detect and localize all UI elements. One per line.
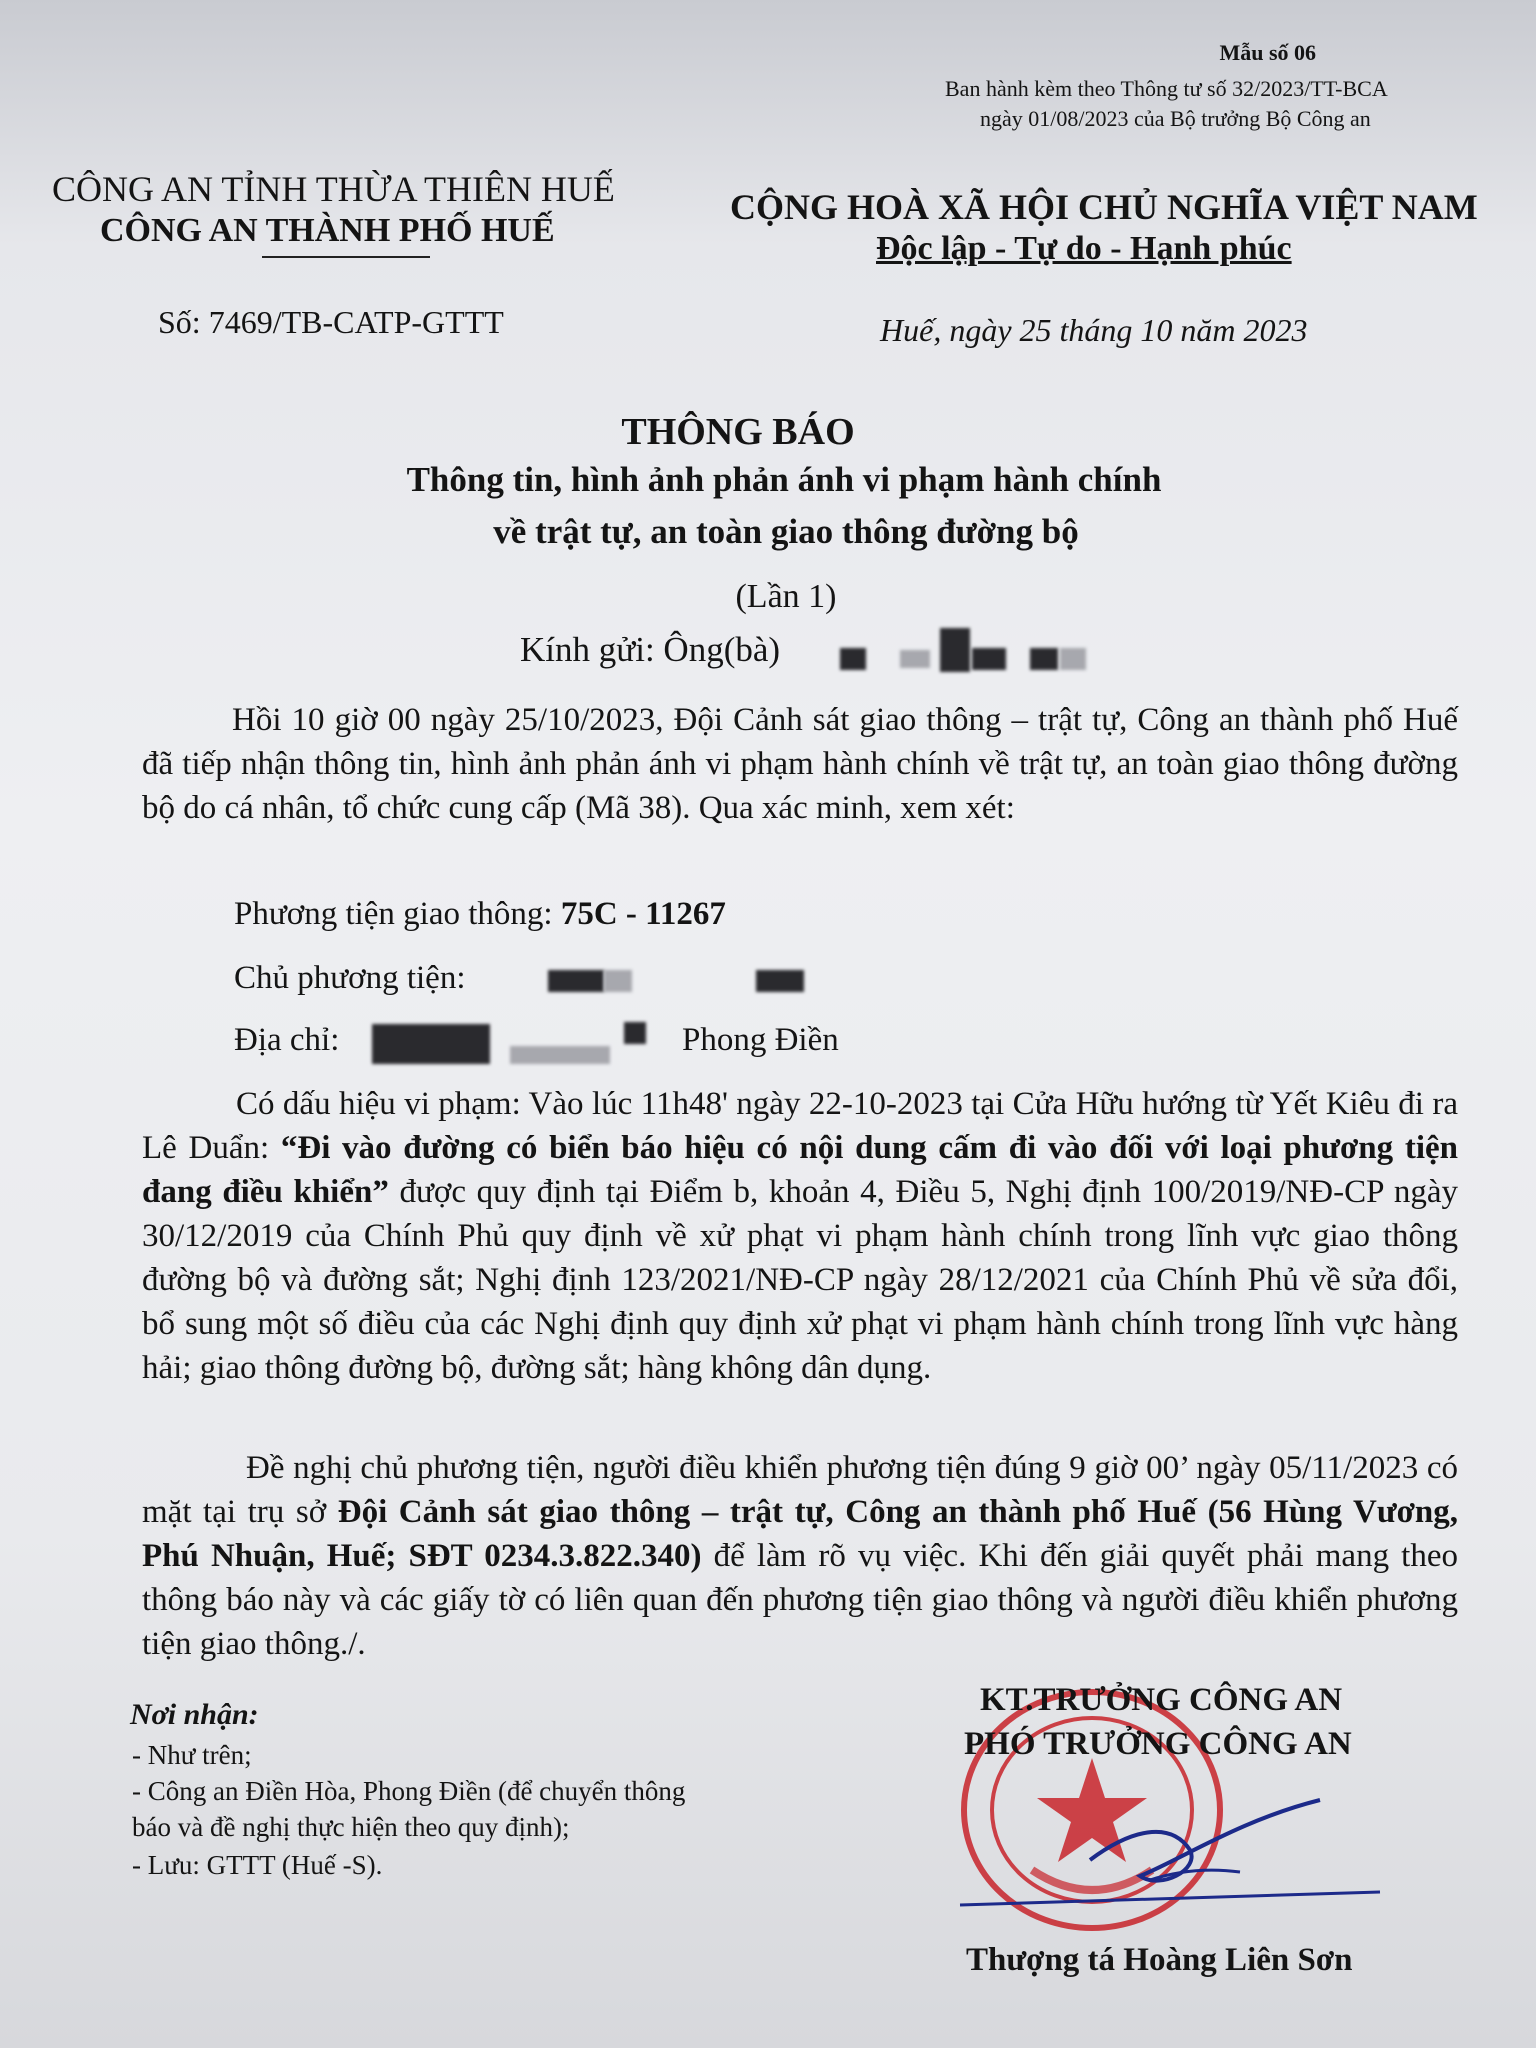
redacted-recipient-name [1030, 648, 1058, 670]
redacted-recipient-name [900, 650, 930, 668]
salutation: Kính gửi: Ông(bà) [520, 630, 781, 669]
redacted-recipient-name [940, 628, 970, 672]
address-line [234, 1022, 339, 1059]
request-instructions: để làm rõ vụ việc. Khi đến giải quyết phải mang theo thông báo này và các giấy tờ có liên quan đến phương tiện giao thông và người điều khiển phương tiện giao thông./. [142, 1538, 1458, 1662]
recipient-item: - Công an Điền Hòa, Phong Điền (để chuyển thông [132, 1776, 686, 1806]
redacted-owner-name [756, 970, 804, 992]
vehicle-line [234, 896, 726, 933]
document-title: THÔNG BÁO [621, 411, 855, 453]
redacted-address [372, 1024, 490, 1064]
form-issued-line1: Ban hành kèm theo Thông tư số 32/2023/TT-BCA [945, 76, 1388, 101]
form-number: Mẫu số 06 [1219, 40, 1316, 65]
recipients-heading: Nơi nhận: [130, 1698, 259, 1731]
agency-parent: CÔNG AN TỈNH THỪA THIÊN HUẾ [52, 169, 615, 209]
redacted-owner-name [548, 970, 604, 992]
recipient-item: - Như trên; [132, 1740, 252, 1770]
recipient-item: - Lưu: GTTT (Huế -S). [132, 1850, 383, 1880]
vehicle-plate: 75C - 11267 [560, 896, 726, 932]
document-date: Huế, ngày 25 tháng 10 năm 2023 [880, 312, 1308, 348]
signature-title-2: PHÓ TRƯỞNG CÔNG AN [964, 1726, 1352, 1762]
address-label: Địa chỉ: [234, 1022, 340, 1058]
redacted-address [624, 1022, 646, 1044]
violation-intro: Có dấu hiệu vi phạm: Vào lúc 11h48' ngày 22-10-2023 tại Cửa Hữu hướng từ Yết Kiêu đi ra Lê Duẩn: [142, 1086, 1458, 1166]
request-intro: Đề nghị chủ phương tiện, người điều khiển phương tiện đúng 9 giờ 00’ ngày 05/11/2023 có mặt tại trụ sở [142, 1450, 1458, 1530]
request-location: Đội Cảnh sát giao thông – trật tự, Công an thành phố Huế (56 Hùng Vương, Phú Nhuận, Huế; SĐT 0234.3.822.340) [142, 1494, 1459, 1574]
signature-title-1: KT.TRƯỞNG CÔNG AN [980, 1682, 1343, 1718]
document-subtitle-2: về trật tự, an toàn giao thông đường bộ [493, 512, 1079, 551]
intro-paragraph: Hồi 10 giờ 00 ngày 25/10/2023, Đội Cảnh sát giao thông – trật tự, Công an thành phố Huế đã tiếp nhận thông tin, hình ảnh phản ánh vi phạm hành chính về trật tự, an toàn giao thông đường bộ do cá nhân, tổ chức cung cấp (Mã 38). Qua xác minh, xem xét: [142, 702, 1458, 826]
request-paragraph [142, 1446, 1458, 1666]
signer-name: Thượng tá Hoàng Liên Sơn [966, 1942, 1353, 1978]
address-district: Phong Điền [682, 1022, 839, 1058]
notice-count: (Lần 1) [735, 578, 837, 615]
violation-paragraph [142, 1082, 1458, 1390]
redacted-recipient-name [840, 648, 866, 670]
owner-label: Chủ phương tiện: [234, 960, 466, 996]
redacted-recipient-name [972, 648, 1006, 670]
handwritten-signature [940, 1780, 1390, 1930]
agency-underline [262, 256, 430, 258]
recipient-item: báo và đề nghị thực hiện theo quy định); [132, 1812, 570, 1842]
redacted-recipient-name [1060, 648, 1086, 670]
owner-line [234, 960, 466, 997]
nation-motto: Độc lập - Tự do - Hạnh phúc [876, 230, 1292, 267]
nation-title: CỘNG HOÀ XÃ HỘI CHỦ NGHĨA VIỆT NAM [730, 187, 1478, 227]
redacted-owner-name [604, 970, 632, 992]
document-number: Số: 7469/TB-CATP-GTTT [158, 304, 504, 340]
form-issued-line2: ngày 01/08/2023 của Bộ trưởng Bộ Công an [980, 106, 1371, 131]
redacted-address [510, 1046, 610, 1064]
violation-description: “Đi vào đường có biển báo hiệu có nội dung cấm đi vào đối với loại phương tiện đang điều khiển” [142, 1130, 1459, 1210]
agency-name: CÔNG AN THÀNH PHỐ HUẾ [100, 212, 555, 249]
violation-legal-basis: được quy định tại Điểm b, khoản 4, Điều 5, Nghị định 100/2019/NĐ-CP ngày 30/12/2019 của Chính Phủ quy định về xử phạt vi phạm hành chính trong lĩnh vực giao thông đường bộ và đường sắt; Nghị định 123/2021/NĐ-CP ngày 28/12/2021 của Chính Phủ về sửa đổi, bổ sung một số điều của các Nghị định quy định xử phạt vi phạm hành chính trong lĩnh vực hàng hải; giao thông đường bộ, đường sắt; hàng không dân dụng. [142, 1174, 1458, 1386]
vehicle-label: Phương tiện giao thông: [234, 896, 561, 932]
document-subtitle-1: Thông tin, hình ảnh phản ánh vi phạm hành chính [406, 460, 1162, 499]
